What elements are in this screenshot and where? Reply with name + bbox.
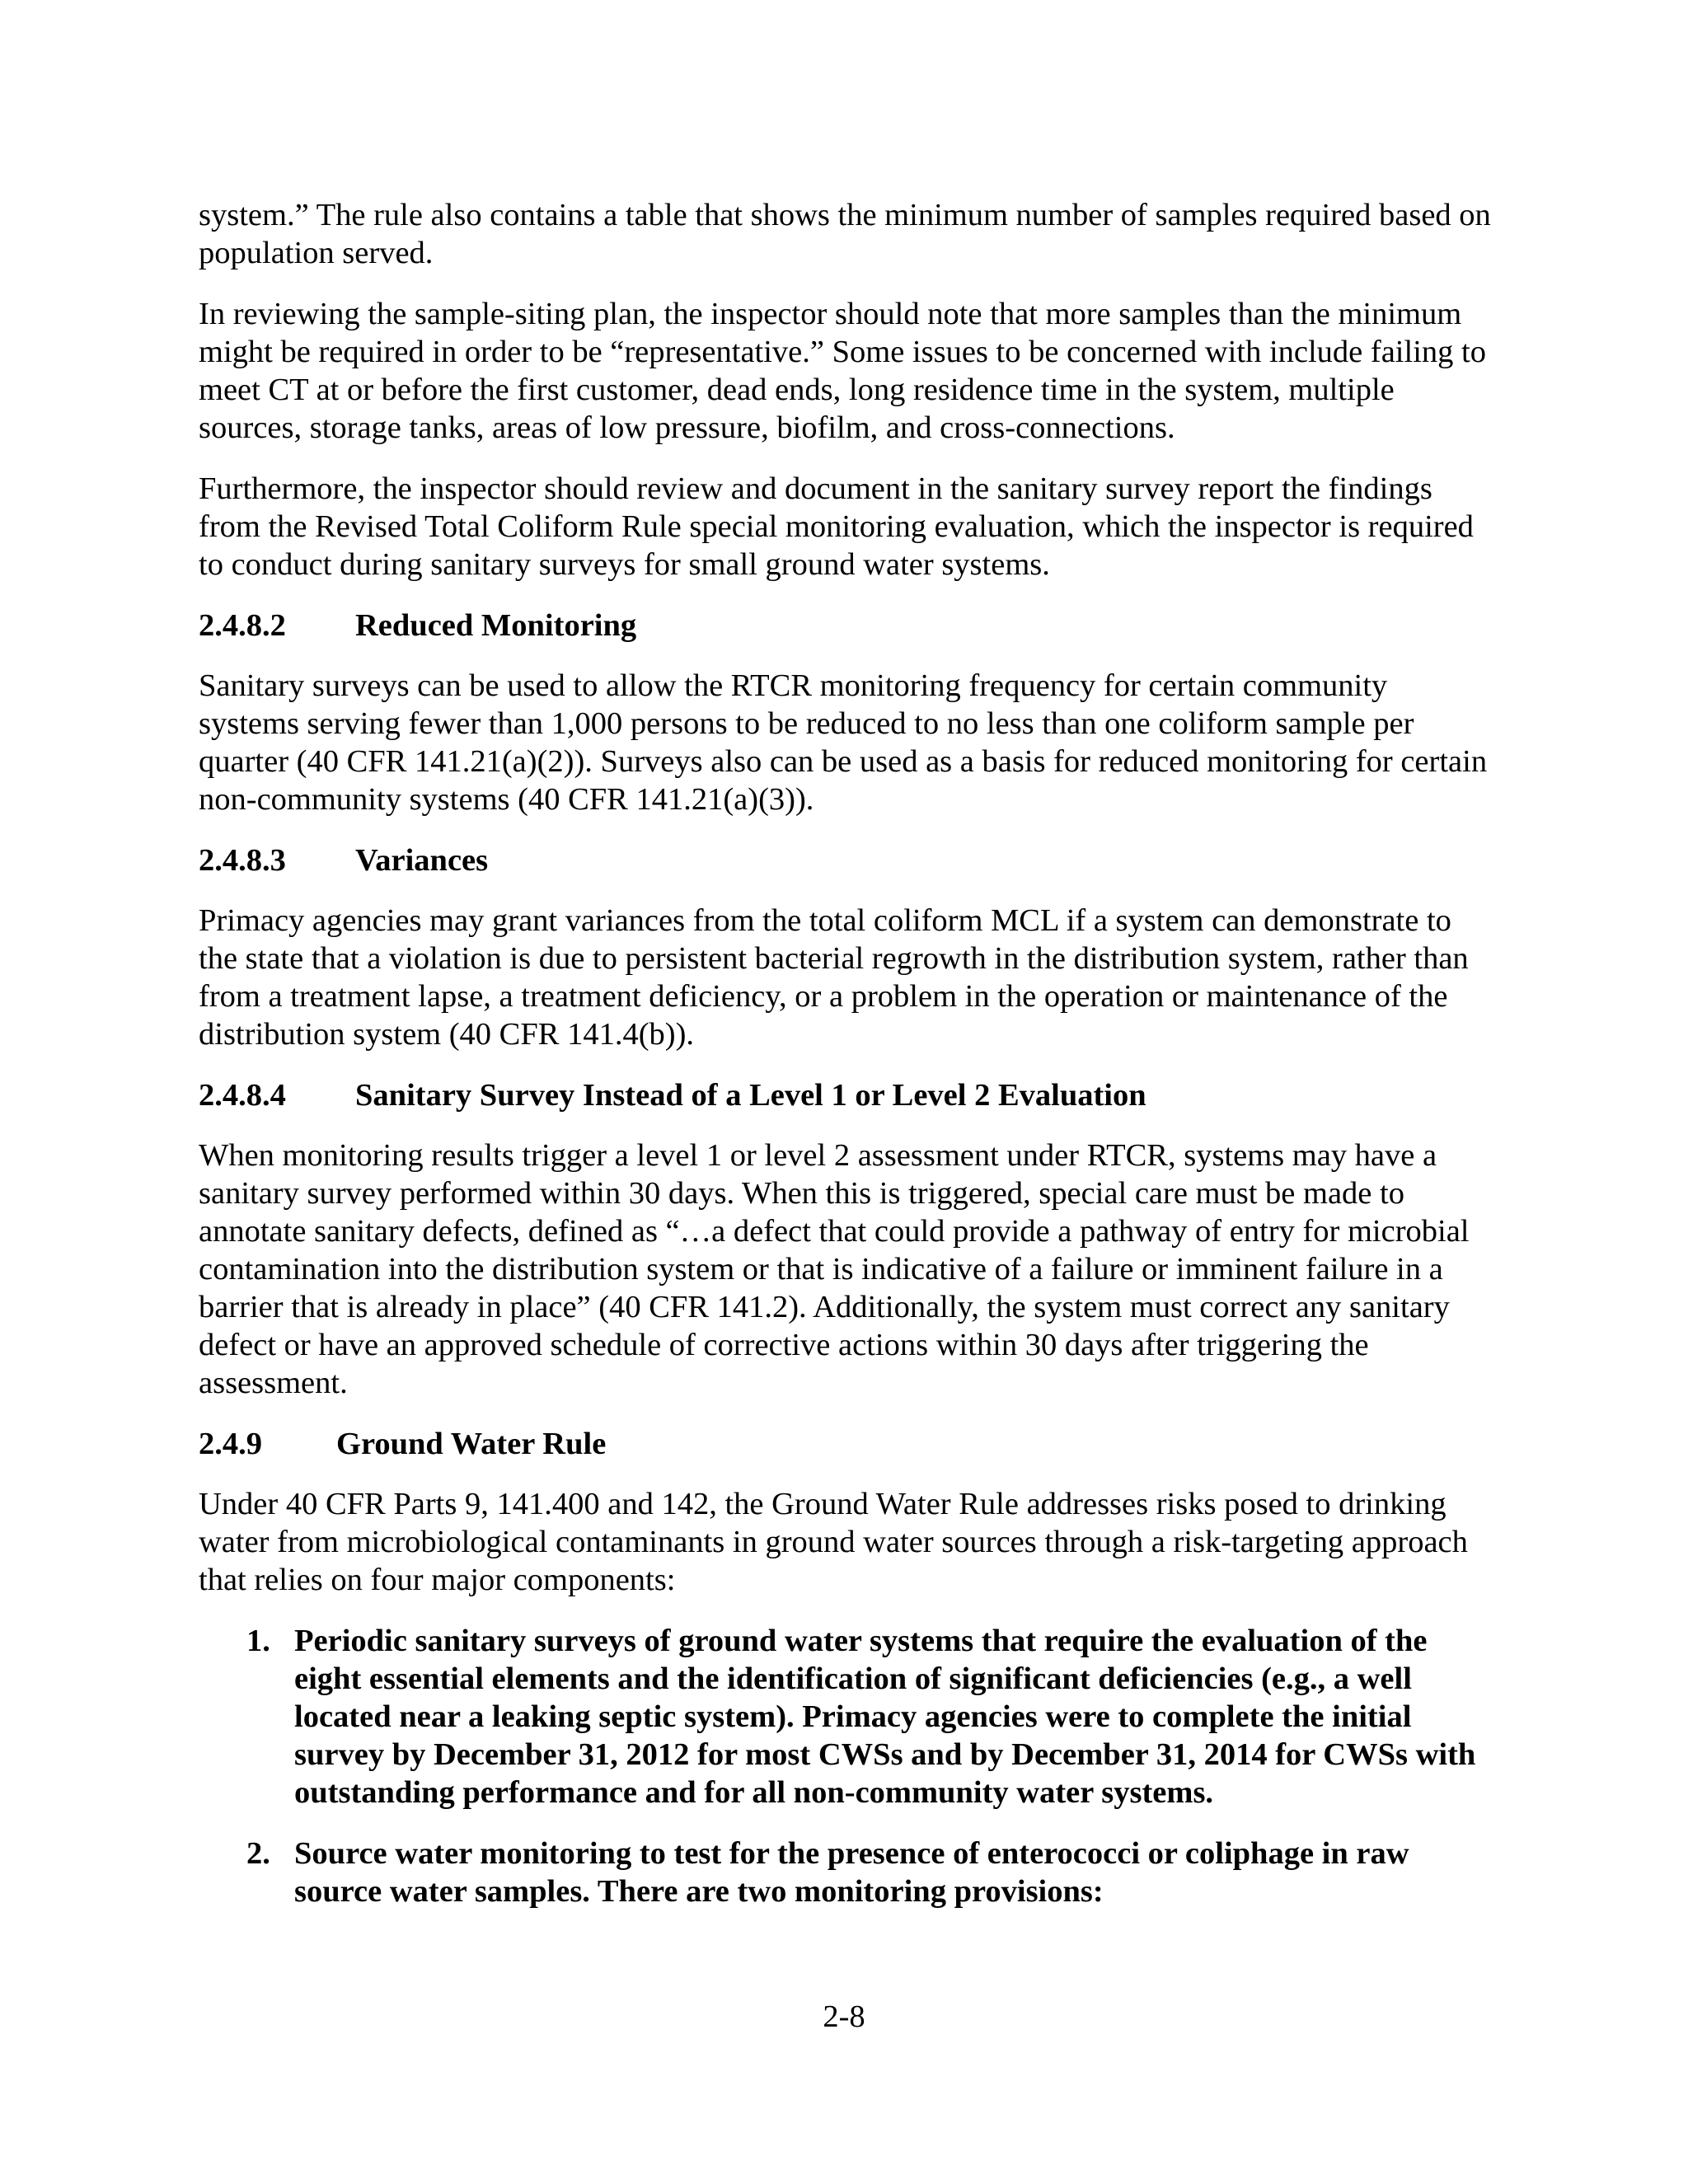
section-title: Ground Water Rule (336, 1427, 607, 1461)
list-marker: 2. (246, 1836, 270, 1871)
paragraph-sample-table: system.” The rule also contains a table that shows the minimum number of samples required based on population served. (199, 198, 1491, 270)
list-item (199, 1835, 1493, 1910)
components-list (199, 1622, 1493, 1910)
section-title: Variances (355, 843, 489, 878)
paragraph-reduced-monitoring: Sanitary surveys can be used to allow the RTCR monitoring frequency for certain community systems serving fewer than 1,000 persons to be reduced to no less than one coliform sample per quarter (40 CFR 141.21(a)(2)). Surveys also can be used as a basis for reduced monitoring for certain non-community systems (40 CFR 141.21(a)(3)). (199, 668, 1488, 817)
paragraph-sample-siting: In reviewing the sample-siting plan, the inspector should note that more samples than the minimum might be required in order to be “representative.” Some issues to be concerned with include failing to meet CT at or before the first customer, dead ends, long residence time in the system, multiple sources, storage tanks, areas of low pressure, biofilm, and cross-connections. (199, 297, 1486, 445)
section-number: 2.4.9 (199, 1427, 262, 1461)
section-title: Reduced Monitoring (355, 608, 637, 643)
list-item-text: Source water monitoring to test for the presence of enterococci or coliphage in raw source water samples. There are two monitoring provisions: (294, 1836, 1409, 1909)
list-item-text: Periodic sanitary surveys of ground water systems that require the evaluation of the eight essential elements and the identification of significant deficiencies (e.g., a well located near a leaking septic system). Primacy agencies were to complete the initial survey by December 31, 2012 for most CWSs and by December 31, 2014 for CWSs with outstanding performance and for all non-community water systems. (294, 1624, 1476, 1810)
heading-reduced-monitoring (199, 607, 1493, 644)
section-number: 2.4.8.2 (199, 608, 286, 643)
paragraph-variances: Primacy agencies may grant variances from the total coliform MCL if a system can demonstrate to the state that a violation is due to persistent bacterial regrowth in the distribution system, rather than from a treatment lapse, a treatment deficiency, or a problem in the operation or maintenance of the distribution system (40 CFR 141.4(b)). (199, 903, 1469, 1052)
heading-sanitary-survey-instead (199, 1076, 1493, 1114)
paragraph-special-monitoring: Furthermore, the inspector should review and document in the sanitary survey report the findings from the Revised Total Coliform Rule special monitoring evaluation, which the inspector is required to conduct during sanitary surveys for small ground water systems. (199, 471, 1474, 582)
paragraph-ground-water-rule: Under 40 CFR Parts 9, 141.400 and 142, the Ground Water Rule addresses risks posed to drinking water from microbiological contaminants in ground water sources through a risk-targeting approach that relies on four major components: (199, 1487, 1468, 1597)
list-item (199, 1622, 1493, 1811)
list-marker: 1. (246, 1624, 270, 1658)
paragraph-sanitary-survey-instead: When monitoring results trigger a level 1 or level 2 assessment under RTCR, systems may have a sanitary survey performed within 30 days. When this is triggered, special care must be made to annotate sanitary defects, defined as “…a defect that could provide a pathway of entry for microbial contamination into the distribution system or that is indicative of a failure or imminent failure in a barrier that is already in place” (40 CFR 141.2). Additionally, the system must correct any sanitary defect or have an approved schedule of corrective actions within 30 days after triggering the assessment. (199, 1138, 1470, 1400)
heading-ground-water-rule (199, 1425, 1493, 1463)
section-number: 2.4.8.3 (199, 843, 286, 878)
page-number: 2-8 (823, 1999, 865, 2034)
section-title: Sanitary Survey Instead of a Level 1 or Level 2 Evaluation (355, 1078, 1146, 1113)
section-number: 2.4.8.4 (199, 1078, 286, 1113)
document-page (199, 196, 1493, 1933)
heading-variances (199, 841, 1493, 879)
